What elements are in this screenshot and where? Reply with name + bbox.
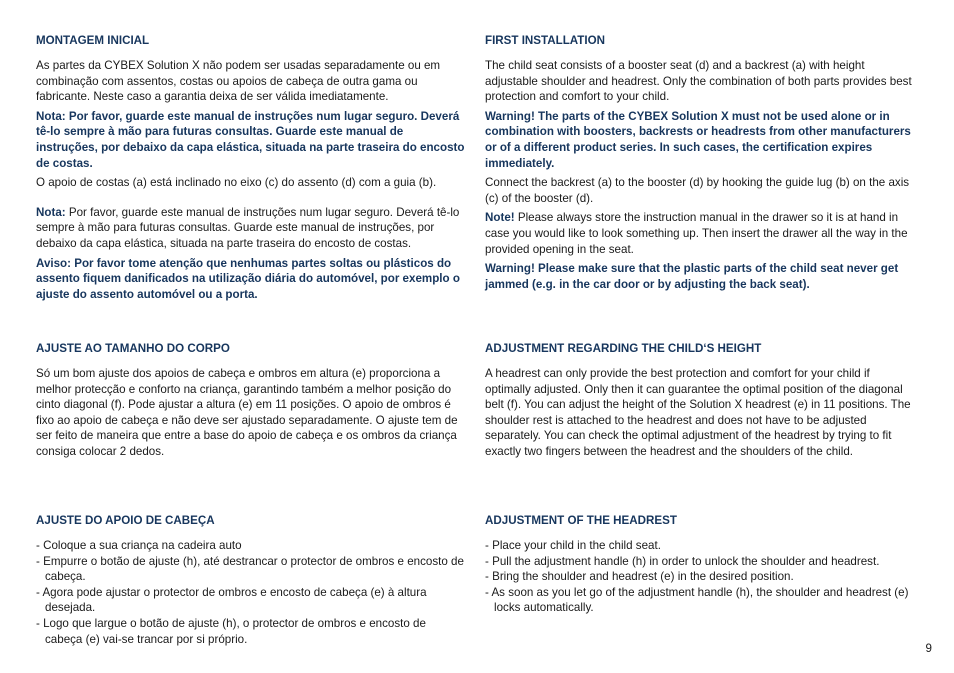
note-text: Por favor, guarde este manual de instruções num lugar seguro. Deverá tê-lo sempre à mão para futuras consultas. Guarde este manual de instruções, por debaixo da capa elástica, situada na parte traseira do encosto de costas. [36, 205, 460, 250]
paragraph: Connect the backrest (a) to the booster (d) by hooking the guide lug (b) on the axis (c) of the booster (d). [485, 176, 910, 205]
paragraph: O apoio de costas (a) está inclinado no eixo (c) do assento (d) com a guia (b). [36, 176, 437, 190]
section-first-installation [485, 34, 915, 296]
section-adjustment-height [485, 342, 915, 464]
warning-paragraph: Warning! Please make sure that the plastic parts of the child seat never get jammed (e.g. in the car door or by adjusting the back seat). [485, 262, 899, 291]
section-heading: AJUSTE AO TAMANHO DO CORPO [36, 342, 230, 355]
section-heading: AJUSTE DO APOIO DE CABEÇA [36, 514, 215, 527]
list-item: - Pull the adjustment handle (h) in order to unlock the shoulder and headrest. [485, 554, 880, 568]
section-montagem-inicial [36, 34, 466, 306]
warning-paragraph: Aviso: Por favor tome atenção que nenhumas partes soltas ou plásticos do assento fiquem danificados na utilização diária do automóvel, por exemplo o ajuste do assento automóvel ou a porta. [36, 256, 460, 301]
section-heading: ADJUSTMENT OF THE HEADREST [485, 514, 677, 527]
list-item: - As soon as you let go of the adjustment handle (h), the shoulder and headrest (e) locks automatically. [485, 585, 909, 615]
paragraph: The child seat consists of a booster seat (d) and a backrest (a) with height adjustable shoulder and headrest. Only the combination of both parts provides best protection and comfort to your child. [485, 59, 912, 104]
section-heading: MONTAGEM INICIAL [36, 34, 150, 47]
list-item: - Logo que largue o botão de ajuste (h), o protector de ombros e encosto de cabeça (e) vai-se trancar por si próprio. [36, 616, 426, 646]
list-item: - Agora pode ajustar o protector de ombros e encosto de cabeça (e) à altura desejada. [36, 585, 427, 615]
list-item: - Empurre o botão de ajuste (h), até destrancar o protector de ombros e encosto de cabeça. [36, 554, 464, 584]
section-ajuste-apoio-cabeca [36, 514, 466, 647]
note-text: Please always store the instruction manual in the drawer so it is at hand in case you would like to look something up. Then insert the drawer all the way in the provided opening in the seat. [485, 211, 908, 256]
section-adjustment-headrest [485, 514, 915, 616]
note-paragraph [36, 205, 466, 252]
instruction-list [36, 538, 466, 647]
list-item: - Place your child in the child seat. [485, 539, 661, 552]
note-label: Note! [485, 211, 515, 225]
section-heading: FIRST INSTALLATION [485, 34, 606, 47]
note-paragraph [485, 210, 915, 257]
warning-paragraph: Warning! The parts of the CYBEX Solution X must not be used alone or in combination with boosters, backrests or headrests from other manufacturers or of a different product series. In such cases, the certification expires immediately. [485, 109, 911, 170]
paragraph: A headrest can only provide the best protection and comfort for your child if optimally adjusted. Only then it can guarantee the optimal position of the diagonal belt (f). You can adjust the height of the Solution X headrest (e) in 11 positions. The shoulder rest is attached to the headrest and does not have to be adjusted separately. You can check the optimal adjustment of the headrest by trying to fit exactly two fingers between the headrest and the shoulders of the child. [485, 367, 911, 458]
note-label: Nota: [36, 205, 66, 219]
list-item: - Coloque a sua criança na cadeira auto [36, 539, 242, 552]
instruction-list [485, 538, 915, 616]
list-item: - Bring the shoulder and headrest (e) in the desired position. [485, 570, 794, 584]
paragraph: Só um bom ajuste dos apoios de cabeça e ombros em altura (e) proporciona a melhor protecção e conforto na criança, garantindo também a melhor posição do cinto diagonal (f). Pode ajustar a altura (e) em 11 posições. O apoio de ombros é fixo ao apoio de cabeça e não deve ser ajustado separadamente. O ajuste tem de ser feito de maneira que entre a base do apoio de cabeça e os ombros da criança consiga colocar 2 dedos. [36, 367, 458, 458]
section-ajuste-tamanho [36, 342, 466, 464]
note-paragraph: Nota: Por favor, guarde este manual de instruções num lugar seguro. Deverá tê-lo sempre à mão para futuras consultas. Guarde este manual de instruções, por debaixo da capa elástica, situada na parte traseira do encosto de costas. [36, 109, 465, 170]
page-number: 9 [925, 642, 932, 655]
paragraph: As partes da CYBEX Solution X não podem ser usadas separadamente ou em combinação com assentos, costas ou apoios de cabeça de outra gama ou fabricante. Neste caso a garantia deixa de ser válida imediatamente. [36, 59, 441, 104]
section-heading: ADJUSTMENT REGARDING THE CHILD‘S HEIGHT [485, 342, 762, 355]
